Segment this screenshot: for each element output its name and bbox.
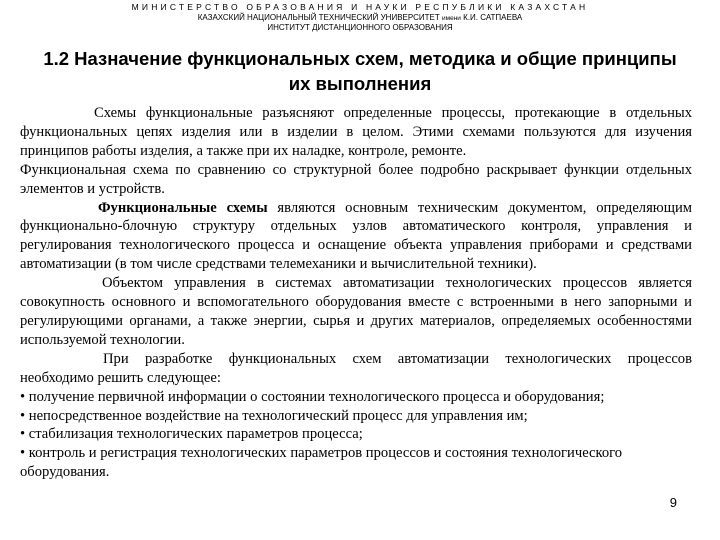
institute-line: ИНСТИТУТ ДИСТАНЦИОННОГО ОБРАЗОВАНИЯ (267, 23, 453, 32)
section-title: 1.2 Назначение функциональных схем, методика и общие принципы их выполнения (43, 48, 677, 94)
ministry-line: МИНИСТЕРСТВО ОБРАЗОВАНИЯ И НАУКИ РЕСПУБЛИКИ КАЗАХСТАН (131, 2, 589, 12)
university-name: КАЗАХСКИЙ НАЦИОНАЛЬНЫЙ ТЕХНИЧЕСКИЙ УНИВЕРСИТЕТ (197, 13, 440, 22)
paragraph-4: Объектом управления в системах автоматизации технологических процессов является совокупность основного и вспомогательного оборудования вместе с встроенными в него запорными и регулирующими органами, а также энергии, сырья и других материалов, определяемых особенностями используемой технологии. (20, 275, 692, 348)
university-person: К.И. САТПАЕВА (463, 13, 523, 22)
bullet-item: • контроль и регистрация технологических параметров процессов и состояния технологического оборудования. (20, 445, 623, 481)
paragraph-3 (20, 199, 692, 275)
university-imeni: имени (441, 15, 461, 22)
paragraph-1: Схемы функциональные разъясняют определенные процессы, протекающие в отдельных функциональных цепях изделия или в изделии в целом. Этими схемами пользуются для изучения принципов работы изделия, а также при их наладке, контроле, ремонте. (20, 105, 692, 159)
paragraph-3-text: являются основным техническим документом, определяющим функционально-блочную структуру отдельных узлов автоматического контроля, управления и регулирования технологического процесса и оснащение объекта управления приборами и средствами автоматизации (в том числе средствами телемеханики и вычислительной техники). (20, 199, 692, 273)
bullet-item: • получение первичной информации о состоянии технологического процесса и оборудования; (20, 388, 605, 405)
bullet-item: • стабилизация технологических параметров процесса; (20, 426, 363, 443)
paragraph-5: При разработке функциональных схем автоматизации технологических процессов необходимо решить следующее: (20, 350, 692, 386)
paragraph-2: Функциональная схема по сравнению со структурной более подробно раскрывает функции отдельных элементов и устройств. (20, 161, 692, 197)
page-number: 9 (669, 495, 677, 510)
body-text (20, 104, 692, 482)
bullet-item: • непосредственное воздействие на технологический процесс для управления им; (20, 407, 528, 424)
bold-term: Функциональные схемы (98, 199, 268, 216)
